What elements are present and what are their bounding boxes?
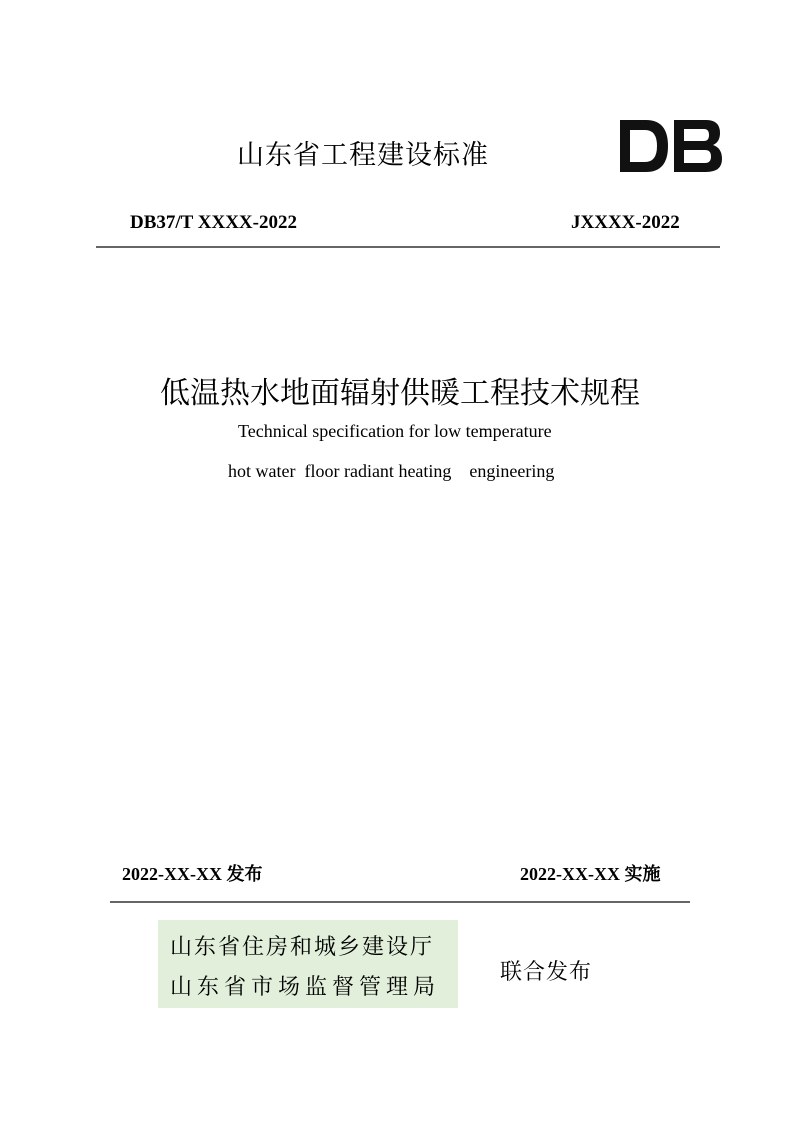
- db-logo: [618, 118, 724, 174]
- title-chinese: 低温热水地面辐射供暖工程技术规程: [160, 376, 640, 411]
- record-code: JXXXX-2022: [571, 212, 680, 233]
- divider: [96, 246, 720, 248]
- issuer-2: 山东省市场监督管理局: [170, 975, 441, 1000]
- issuer-1: 山东省住房和城乡建设厅: [170, 935, 435, 960]
- title-english-line2: hot water floor radiant heating engineering: [228, 461, 555, 481]
- implement-date: 2022-XX-XX 实施: [520, 864, 661, 884]
- issuer-box: [158, 920, 458, 1008]
- publish-date: 2022-XX-XX 发布: [122, 864, 263, 884]
- divider: [110, 901, 690, 903]
- standard-code: DB37/T XXXX-2022: [130, 212, 297, 233]
- joint-release: 联合发布: [500, 960, 593, 985]
- standard-type: 山东省工程建设标准: [237, 140, 489, 171]
- title-english-line1: Technical specification for low temperature: [238, 421, 552, 441]
